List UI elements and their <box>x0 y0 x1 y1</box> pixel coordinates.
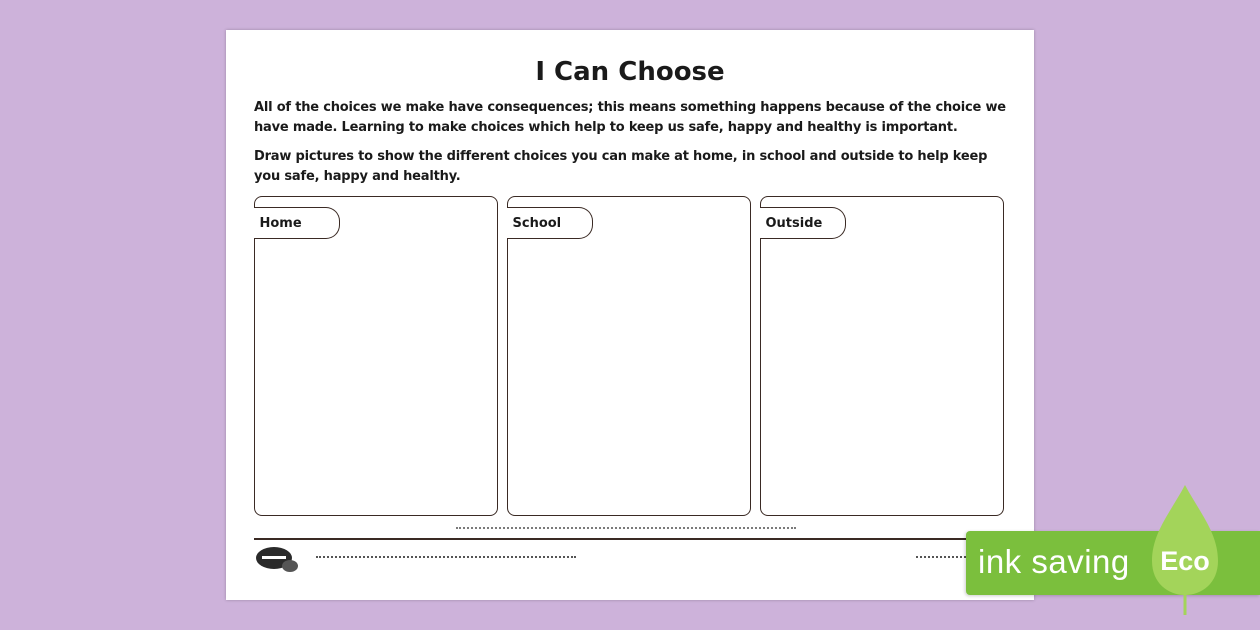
footer-course-info <box>316 556 576 562</box>
instruction-paragraph: Draw pictures to show the different choices you can make at home, in school and outside to help keep you safe, happy and healthy. <box>254 149 988 184</box>
footer-copyright <box>916 556 966 562</box>
box-label-home: Home <box>254 207 340 239</box>
intro-paragraph: All of the choices we make have consequences; this means something happens because of the choice we have made. Learning to make choices which help to keep us safe, happy and healthy is important. <box>254 100 1006 135</box>
drawing-box-outside <box>760 196 1004 516</box>
ink-saving-text: ink saving <box>978 543 1130 580</box>
drawing-box-home <box>254 196 498 516</box>
box-label-school: School <box>507 207 593 239</box>
worksheet-title: I Can Choose <box>535 57 725 87</box>
publisher-logo-icon <box>254 544 300 574</box>
worksheet-page <box>226 30 1034 600</box>
box-label-outside: Outside <box>760 207 846 239</box>
fine-print-line <box>456 527 796 533</box>
eco-label: Eco <box>1160 546 1210 576</box>
footer-divider <box>254 538 1010 540</box>
drawing-box-school <box>507 196 751 516</box>
